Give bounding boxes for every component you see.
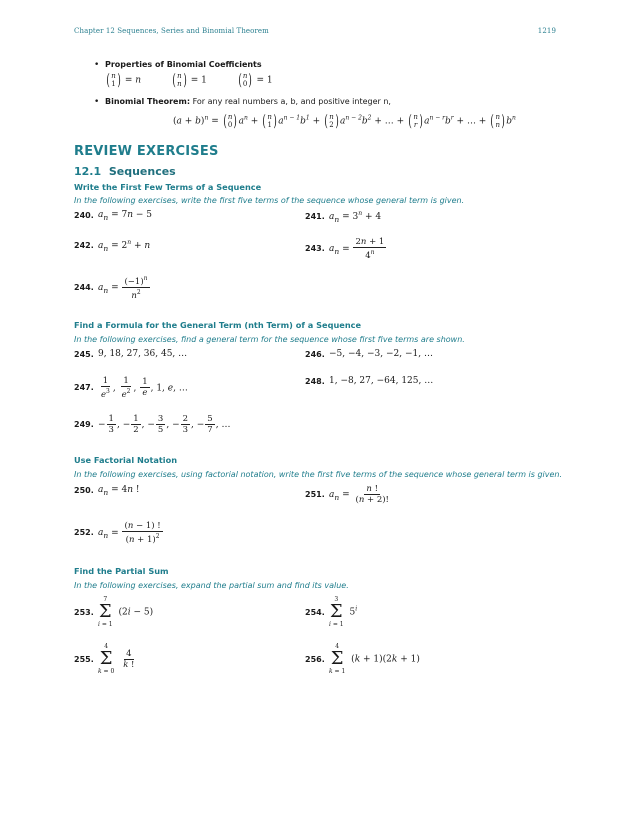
subsection-instruction: In the following exercises, using factorial notation, write the first five terms of the sequence whose general term is given. [74,470,563,479]
subsection-instruction: In the following exercises, write the first five terms of the sequence whose general term is given. [74,196,465,205]
exercise-250: 250. $a_n = 4n$ ! [74,485,140,497]
chapter-title: Chapter 12 Sequences, Series and Binomial Theorem [74,27,269,35]
binomial-formula: $(a + b)^n$ = ( n 0 ) $a^n$ + ( n 1 ) $a^{n - 1}b^1$ + ( n 2 ) $a^{n - 2}b^2$ + … + ( n r ) $a^{n - r}b^r$ + … + ( n n ) $b^n$ [173,111,516,130]
exercise-244: 244. $a_n$ = $\frac{(-1)^n}{n^2}$ [74,275,148,301]
sequence-248: 1, −8, 27, −64, 125, … [329,376,434,386]
binomial-theorem-item [105,97,391,106]
subsection-title: Use Factorial Notation [74,455,178,465]
section-number: 12.1 [74,165,102,178]
exercise-255: 255. 4 Σ k = 0 $\frac{4}{k !}$ [74,643,135,675]
exercise-240: 240. $a_n = 7n - 5$ [74,210,153,222]
exercise-242: 242. $a_n = 2^n + n$ [74,239,151,253]
exercise-251: 251. $a_n$ = $\frac{n !}{(n + 2)!}$ [305,484,389,505]
binomial-theorem-label: Binomial Theorem: [105,97,191,106]
exercise-256: 256. 4 Σ k = 1 (k + 1)(2k + 1) [305,643,420,675]
exercise-247: 247. $\frac{1}{e^3}$ , $\frac{1}{e^2}$ , $\frac{1}{e}$ , 1, e, … [74,376,188,400]
exercise-253: 253. 7 Σ i = 1 (2i − 5) [74,596,154,628]
sequence-245: 9, 18, 27, 36, 45, … [98,349,188,359]
review-exercises-title: REVIEW EXERCISES [74,144,219,159]
section-heading [74,165,176,178]
binomial-theorem-text: For any real numbers a, b, and positive integer n, [192,97,391,106]
exercise-241: 241. $a_n = 3^n + 4$ [305,210,382,224]
exercise-252: 252. $a_n$ = $\frac{(n - 1) !}{(n + 1)^2}$ [74,521,161,545]
exercise-248: 248. 1, −8, 27, −64, 125, … [305,376,434,386]
exercise-246: 246. −5, −4, −3, −2, −1, … [305,349,433,359]
subsection-title: Write the First Few Terms of a Sequence [74,182,262,192]
properties-label: Properties of Binomial Coefficients [105,60,262,69]
properties-formulas: ( n 1 ) = n ( n n ) = 1 ( n 0 ) = 1 [106,70,273,89]
exercise-254: 254. 3 Σ i = 1 5$^i$ [305,596,358,628]
subsection-title: Find a Formula for the General Term (nth Term) of a Sequence [74,320,362,330]
subsection-instruction: In the following exercises, expand the partial sum and find its value. [74,581,349,590]
subsection-instruction: In the following exercises, find a general term for the sequence whose first five terms are shown. [74,335,465,344]
sequence-246: −5, −4, −3, −2, −1, … [329,349,433,359]
bullet-icon: • [94,60,100,70]
subsection-title: Find the Partial Sum [74,566,169,576]
exercise-245: 245. 9, 18, 27, 36, 45, … [74,349,188,359]
exercise-249: 249. − $\frac{1}{3}$ , − $\frac{1}{2}$ , − $\frac{3}{5}$ , − $\frac{2}{3}$ , − $\frac{5}{7}$ , … [74,414,231,435]
bullet-icon: • [94,97,100,107]
properties-item [105,60,262,69]
page-number: 1219 [537,27,556,35]
section-title: Sequences [108,165,176,178]
exercise-243: 243. $a_n$ = $\frac{2n + 1}{4^n}$ [305,237,385,261]
